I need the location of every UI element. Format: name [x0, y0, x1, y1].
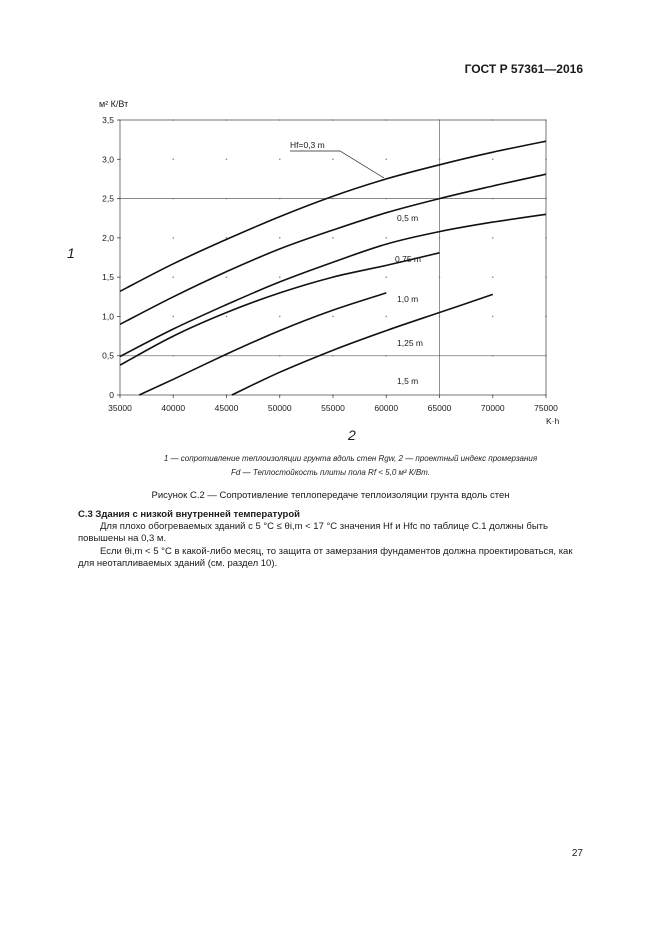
x-tick-label: 50000: [267, 403, 292, 413]
grid-dot: [385, 237, 387, 239]
paragraph-2: Если θi,m < 5 °С в какой-либо месяц, то защита от замерзания фундаментов должна проектироваться, как для неотапливаемых зданий (см. раздел 10).: [78, 546, 573, 569]
grid-dot: [332, 316, 334, 318]
x-tick-label: 60000: [374, 403, 399, 413]
grid-dot: [492, 237, 494, 239]
curve-label-5: 1,5 m: [397, 376, 419, 386]
grid-dot: [279, 316, 281, 318]
plot-frame: [120, 120, 546, 395]
y-tick-label: 3,0: [102, 154, 114, 165]
y-tick-label: 0,5: [102, 350, 114, 361]
legend-line-1: 1 — сопротивление теплоизоляции грунта вдоль стен Rgw, 2 — проектный индекс промерзания: [163, 454, 538, 463]
series-line-3: [120, 253, 440, 365]
series-line-2: [120, 214, 546, 356]
paragraph-1: Для плохо обогреваемых зданий с 5 °С ≤ θi,m < 17 °С значения Hf и Hfc по таблице С.1 должны быть повышены на 0,3 м.: [78, 521, 548, 544]
grid-dot: [172, 276, 174, 278]
grid-dot: [332, 237, 334, 239]
grid-dot: [385, 158, 387, 160]
x-tick-label: 70000: [480, 403, 505, 413]
series-line-5: [232, 294, 493, 395]
figure-caption: Рисунок С.2 — Сопротивление теплопередаче теплоизоляции грунта вдоль стен: [151, 490, 510, 501]
grid-dot: [226, 276, 228, 278]
grid-dot: [279, 158, 281, 160]
chart: [0, 0, 661, 450]
x-tick-label: 75000: [534, 403, 558, 413]
x-axis-marker: 2: [348, 427, 356, 443]
grid-dot: [279, 276, 281, 278]
y-tick-label: 3,5: [102, 115, 114, 125]
curve-label-0: Hf=0,3 m: [290, 140, 325, 150]
grid-dot: [226, 158, 228, 160]
x-tick-label: 55000: [321, 403, 345, 413]
legend-line-2: Fd — Теплостойкость плиты пола Rf < 5,0 м² К/Вт.: [231, 468, 430, 477]
grid-dot: [385, 316, 387, 318]
grid-dot: [492, 158, 494, 160]
section-heading: С.3 Здания с низкой внутренней температурой: [78, 509, 300, 520]
grid-dot: [172, 158, 174, 160]
grid-dot: [226, 316, 228, 318]
y-tick-label: 2,0: [102, 232, 114, 243]
grid-dot: [385, 276, 387, 278]
grid-dot: [492, 316, 494, 318]
curve-label-2: 0,75 m: [395, 254, 421, 264]
curve-label-1: 0,5 m: [397, 213, 419, 223]
grid-dot: [279, 237, 281, 239]
y-axis-unit: м² К/Вт: [99, 99, 129, 109]
grid-dot: [172, 237, 174, 239]
y-tick-label: 1,0: [102, 311, 114, 322]
x-tick-label: 65000: [427, 403, 452, 413]
y-axis-marker: 1: [67, 245, 75, 261]
curve-label-3: 1,0 m: [397, 294, 419, 304]
y-tick-label: 1,5: [102, 272, 114, 283]
x-tick-label: 35000: [108, 403, 132, 413]
curve-label-4: 1,25 m: [397, 338, 423, 348]
curve-label-leader: [290, 151, 384, 178]
y-tick-label: 0: [109, 390, 114, 400]
grid-dot: [332, 158, 334, 160]
series-line-0: [120, 141, 546, 291]
x-axis-unit: K·h: [546, 416, 560, 426]
page-number: 27: [571, 848, 583, 859]
grid-dot: [492, 276, 494, 278]
grid-dot: [172, 316, 174, 318]
x-tick-label: 45000: [214, 403, 239, 413]
x-tick-label: 40000: [161, 403, 186, 413]
y-tick-label: 2,5: [102, 193, 114, 204]
document-id: ГОСТ Р 57361—2016: [464, 62, 583, 76]
